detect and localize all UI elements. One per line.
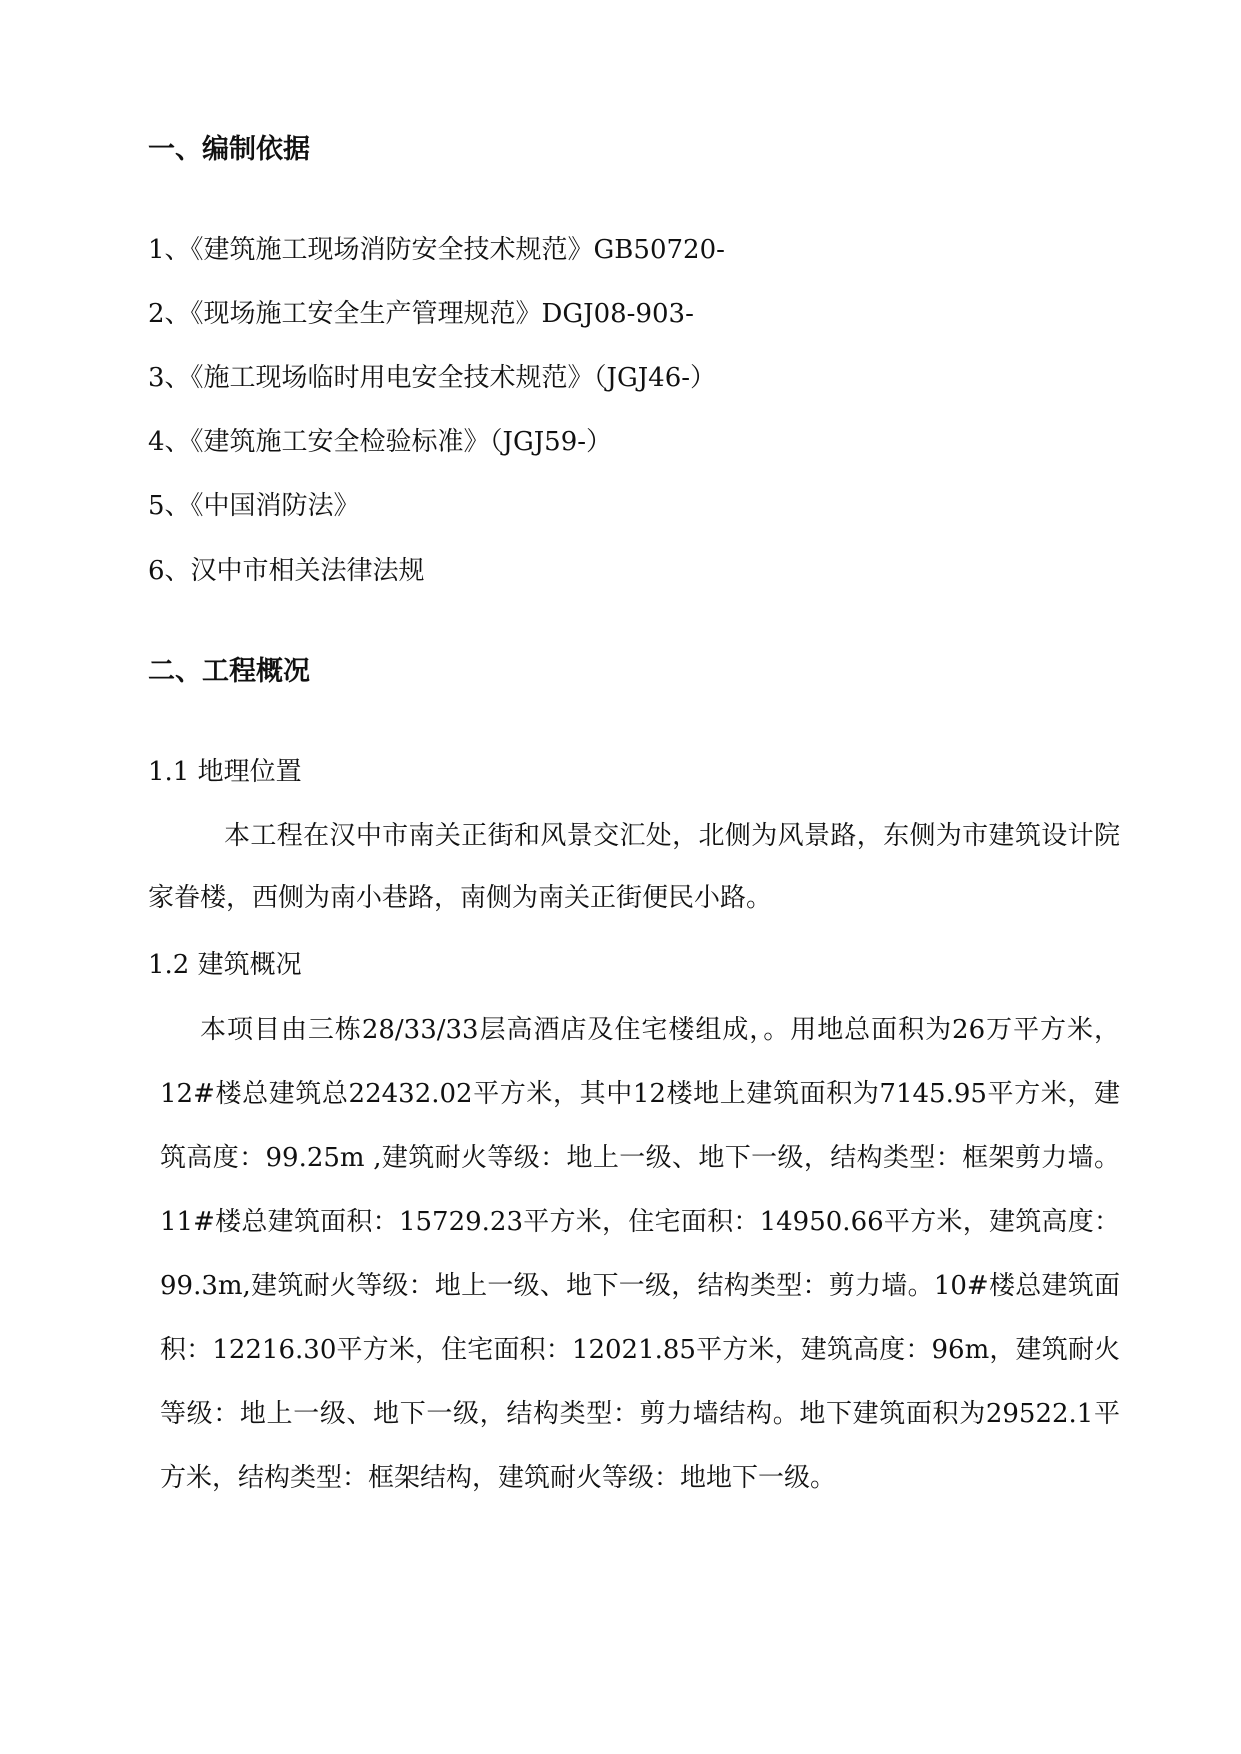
subsection-location-heading: 1.1 地理位置: [148, 757, 302, 787]
reference-item-1: 1、《建筑施工现场消防安全技术规范》GB50720-: [148, 235, 725, 265]
section-2-title: 二、工程概况: [148, 656, 310, 687]
reference-item-3: 3、《施工现场临时用电安全技术规范》（JGJ46-）: [148, 363, 717, 393]
building-overview-paragraph: 本项目由三栋28/33/33层高酒店及住宅楼组成，。用地总面积为26万平方米，12#楼总建筑总22432.02平方米，其中12楼地上建筑面积为7145.95平方米，建筑高度：99.25m ,建筑耐火等级：地上一级、地下一级，结构类型：框架剪力墙。11#楼总建筑面积：15729.23平方米，住宅面积：14950.66平方米，建筑高度：99.3m,建筑耐火等级：地上一级、地下一级，结构类型：剪力墙。10#楼总建筑面积：12216.30平方米，住宅面积：12021.85平方米，建筑高度：96m，建筑耐火等级：地上一级、地下一级，结构类型：剪力墙结构。地下建筑面积为29522.1平方米，结构类型：框架结构，建筑耐火等级：地地下一级。: [160, 1015, 1120, 1493]
reference-item-6: 6、汉中市相关法律法规: [148, 556, 425, 586]
reference-item-4: 4、《建筑施工安全检验标准》（JGJ59-）: [148, 427, 613, 457]
reference-item-2: 2、《现场施工安全生产管理规范》DGJ08-903-: [148, 299, 694, 329]
subsection-building-heading: 1.2 建筑概况: [148, 950, 302, 980]
section-1-title: 一、编制依据: [148, 134, 310, 165]
reference-item-5: 5、《中国消防法》: [148, 491, 360, 521]
location-paragraph: 本工程在汉中市南关正街和风景交汇处，北侧为风景路，东侧为市建筑设计院家眷楼，西侧为南小巷路，南侧为南关正街便民小路。: [148, 821, 1120, 913]
